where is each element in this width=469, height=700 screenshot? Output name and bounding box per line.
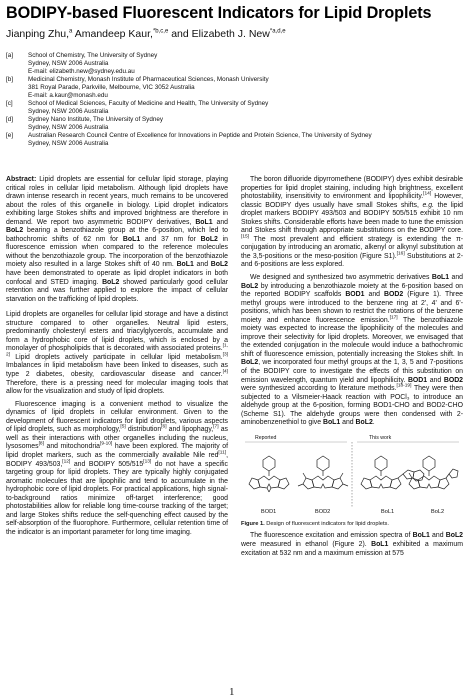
citation: [6] xyxy=(161,425,167,431)
affiliation-d xyxy=(6,116,464,132)
body-paragraph-design xyxy=(241,274,463,428)
body-text: They were then subjected to a Vilsmeier-Haack reaction with POCl₃ to introduce an aldehyde group at the 6-position, forming BOD1-CHO and BOD2-CHO (Scheme S1). The aldehyde groups were then condensed with 2-aminobenzenethiol to give xyxy=(241,385,463,427)
body-text: . xyxy=(372,419,375,427)
author-affil-marker: a xyxy=(69,28,73,35)
body-paragraph-bodipy xyxy=(241,176,463,270)
compound-name: BOD1 xyxy=(407,376,428,384)
abstract-text: showed particularly good cellular retention and was further applied to explore the impact of cellular starvation on the trafficking of lipid droplets. xyxy=(6,278,228,303)
body-paragraph-spectra xyxy=(241,532,463,558)
abstract-text: in fluorescence emission when compared to the reference molecules without the benzothiazole group. The incorporation of the benzothiazole moiety also resulted in a large Stokes shift of 40 nm. xyxy=(6,235,228,269)
compound-name: BoL2 xyxy=(241,359,259,367)
abstract-text: and xyxy=(212,218,228,226)
intro-paragraph-2 xyxy=(6,401,228,538)
compound-name: BoL2 xyxy=(445,532,464,540)
body-text: , we incorporated four methyl groups at the 1, 3, 5 and 7-positions of the BODIPY core to investigate the effects of this substitution on emission wavelength, quantum yield and lipophilicity. xyxy=(241,359,463,384)
compound-name: BoL2 xyxy=(210,261,228,269)
body-text: The fluorescence excitation and emission spectra of xyxy=(250,532,413,540)
compound-name: BOD1 xyxy=(345,291,365,299)
author-affil-marker: *a,d,e xyxy=(269,28,286,35)
compound-name: BoL1 xyxy=(195,218,213,226)
body-text: and xyxy=(429,532,446,540)
affiliations xyxy=(6,52,464,149)
citation: [18-19] xyxy=(396,383,412,389)
italic-text: e.g. xyxy=(422,201,434,209)
body-text: and xyxy=(340,419,356,427)
citation: [3] xyxy=(222,352,228,358)
citation: [12] xyxy=(62,459,71,465)
compound-name: BoL2 xyxy=(200,235,218,243)
author-line xyxy=(6,28,286,40)
compound-name: BoL1 xyxy=(431,274,450,282)
citation: [15] xyxy=(241,234,250,240)
body-text: Lipid droplets are organelles for cellular lipid storage and have a distinct structure compared to other organelles. Neutral lipid esters, predominantly cholesteryl esters and triacylglycerols, accumulate and form a hydrophobic core of lipid droplets, which is enclosed by a monolayer of phospholipids that is decorated with associated proteins. xyxy=(6,311,228,353)
affiliation-line: 381 Royal Parade, Parkville, Melbourne, VIC 3052 Australia xyxy=(28,83,195,91)
compound-name: BOD2 xyxy=(443,376,464,384)
affiliation-line: Sydney, NSW 2006 Australia xyxy=(28,123,109,131)
body-text: exhibited a maximum excitation at 532 nm and a maximum emission at 575 xyxy=(241,540,463,557)
affiliation-line: Sydney, NSW 2006 Australia xyxy=(28,140,109,148)
body-text: as well as their interactions with other organelles including the nucleus, lysosomes xyxy=(6,426,228,451)
affiliation-b xyxy=(6,76,464,99)
author-affil-marker: *b,c,e xyxy=(152,28,169,35)
compound-name: BOD2 xyxy=(384,291,404,299)
body-text: the lipid droplet markers BODIPY 493/503 and BODIPY 505/515 exhibit 10 nm Stokes shifts. Considerable efforts have been made to tune the emission and Stokes shift through appropriate substitutions on the BODIPY core. xyxy=(241,201,463,235)
compound-label-bod2: BOD2 xyxy=(315,508,331,515)
affiliation-line: Sydney, NSW 2006 Australia xyxy=(28,107,109,115)
body-text: We designed and synthesized two asymmetric derivatives xyxy=(250,274,432,282)
body-text: However, classic BODIPY dyes usually have small Stokes shifts, xyxy=(241,193,463,209)
citation: [9-10] xyxy=(100,442,113,448)
body-text: and xyxy=(449,274,463,282)
affiliation-tag: [b] xyxy=(6,75,14,83)
compound-label-bod1: BOD1 xyxy=(261,508,277,515)
affiliation-a xyxy=(6,52,464,75)
compound-name: BoL1 xyxy=(122,235,141,243)
abstract-text: bearing a benzothiazole group at the 6-position, which led to bathochromic shifts of 62 nm for xyxy=(6,227,228,243)
compound-name: BoL1 xyxy=(322,419,341,427)
affiliation-tag: [c] xyxy=(6,99,13,107)
citation: [13] xyxy=(143,459,152,465)
citation: [4] xyxy=(222,369,228,375)
affiliation-email: E-mail: elizabeth.new@sydney.edu.au xyxy=(28,67,135,75)
body-text: Therefore, there is a pressing need for molecular imaging tools that allow for the visualization and study of lipid droplets. xyxy=(6,379,228,396)
citation: [5] xyxy=(120,425,126,431)
body-text: and xyxy=(364,291,385,299)
affiliation-c xyxy=(6,100,464,116)
figure-1-structures xyxy=(241,434,463,518)
body-text: The benzothiazole moiety was expected to increase the lipophilicity of the molecules and improve their selectivity for lipid droplets. Moreover, we envisaged that the extended conjugation in the molecule would induce a bathochromic shift of fluorescence emission, potentially increasing the Stokes shift. In xyxy=(241,316,463,358)
citation: [17] xyxy=(389,315,398,321)
compound-name: BoL1 xyxy=(371,540,389,548)
right-column xyxy=(241,176,463,562)
body-text: were measured in ethanol (Figure 2). xyxy=(241,540,372,548)
abstract-label: Abstract: xyxy=(6,176,37,183)
body-text: and lipophagy, xyxy=(166,426,214,434)
body-text: The most prevalent and efficient strategy is extending the π-conjugation by introducing an aromatic, alkenyl or alkynyl substitution at the 3,5-positions or the meso-position (Figure S1). xyxy=(241,235,463,260)
author-name: Amandeep Kaur, xyxy=(72,28,153,40)
figure-1-caption xyxy=(241,520,463,529)
abstract-text: Lipid droplets are essential for cellular lipid storage, playing critical roles in cellular lipid metabolism. Although lipid droplets have drawn intense research in recent years, much remains to be uncovered about the roles of this organelle in biology. Lipid droplet indicators exhibiting large Stokes shifts and improved brightness are therefore in demand. We report two asymmetric BODIPY derivatives, xyxy=(6,176,228,226)
compound-name: BoL1 xyxy=(176,261,194,269)
body-text: do not have a specific targeting group for lipid droplets. They are typically highly conjugated aromatic molecules that are lipophilic and tend to accumulate in the hydrophobic core of lipid droplets. For practical applications, high signal-to-background ratios minimize off-target interference; good photostabilities allow for reliable long time-course tracking of the target; and large Stokes shifts reduce the self-quenching effect caused by the self-absorption of the fluorophore. Furthermore, cellular retention time of the indicator is an important parameter for long time imaging. xyxy=(6,460,228,536)
citation: [14] xyxy=(423,191,432,197)
body-text: and BODIPY 505/515 xyxy=(70,460,144,468)
figure-this-work-label: This work xyxy=(369,434,392,441)
body-text: The boron difluoride dipyrromethene (BODIPY) dyes exhibit desirable properties for lipid droplet staining, including high brightness, excellent photostability, insensitivity to environment and lipophilicity. xyxy=(241,176,463,201)
caption-label: Figure 1. xyxy=(241,520,265,527)
citation: [8] xyxy=(38,442,44,448)
body-text: Fluorescence imaging is a convenient method to visualize the dynamics of lipid droplets in cellular environment. Given to the development of fluorescent indicators for lipid droplets, various aspects of lipid droplets, such as morphology, xyxy=(6,400,228,434)
body-text: Substitutions at 2- and 6-positions are less explored. xyxy=(241,252,463,269)
compound-name: BoL2 xyxy=(355,419,373,427)
compound-label-bol1: BoL1 xyxy=(381,508,395,515)
chemical-structures-graphic xyxy=(241,434,463,518)
author-name: and Elizabeth J. New xyxy=(168,28,270,40)
body-text: have been explored. The majority of lipid droplet markers, such as the commercially available Nile red xyxy=(6,443,228,459)
left-column xyxy=(6,176,228,541)
citation: [16] xyxy=(396,251,405,257)
affiliation-line: School of Chemistry, The University of Sydney xyxy=(28,52,158,59)
affiliation-e xyxy=(6,132,464,148)
compound-name: BoL2 xyxy=(241,282,259,290)
affiliation-tag: [a] xyxy=(6,52,14,59)
body-text: Lipid droplets actively participate in cellular lipid metabolism. xyxy=(10,353,223,361)
affiliation-line: Sydney Nano Institute, The University of Sydney xyxy=(28,116,163,124)
affiliation-line: Sydney, NSW 2006 Australia xyxy=(28,59,109,67)
figure-reported-label: Reported xyxy=(255,434,277,441)
body-text: and xyxy=(427,376,444,384)
page-number: 1 xyxy=(229,686,235,698)
citation: [11] xyxy=(218,450,227,456)
compound-name: BoL1 xyxy=(412,532,430,540)
intro-paragraph-1 xyxy=(6,311,228,396)
affiliation-tag: [d] xyxy=(6,116,14,124)
affiliation-tag: [e] xyxy=(6,132,14,140)
body-text: (Figure 1). Three methyl groups were introduced to the benzene ring at 2', 4' and 6'-positions, which has been shown to restrict the rotations of the benzene moiety and enhance fluorescence emission. xyxy=(241,291,463,324)
affiliation-line: School of Medical Sciences, Faculty of Medicine and Health, The University of Sydney xyxy=(28,99,269,107)
abstract-text: and xyxy=(193,261,211,269)
body-text: and mitochondria xyxy=(43,443,101,451)
citation: [7] xyxy=(213,425,219,431)
citation: [1, 2] xyxy=(6,344,228,358)
body-text: were synthesized according to literature methods. xyxy=(241,385,397,393)
body-text: Imbalances in lipid metabolism have been linked to diseases, such as type 2 diabetes, obesity, cardiovascular disease and cancer. xyxy=(6,362,228,379)
affiliation-line: Australian Research Council Centre of Excellence for Innovations in Peptide and Protein Science, The University of Sydney xyxy=(28,132,372,140)
compound-name: BoL2 xyxy=(102,278,120,286)
compound-label-bol2: BoL2 xyxy=(431,508,445,515)
body-text: distribution xyxy=(125,426,162,434)
abstract-text: and 37 nm for xyxy=(140,235,201,243)
caption-text: Design of fluorescent indicators for lipid droplets. xyxy=(264,520,389,527)
body-text: , BODIPY 493/503, xyxy=(6,451,228,468)
paper-title: BODIPY-based Fluorescent Indicators for Lipid Droplets xyxy=(6,4,432,22)
body-text: by introducing a benzothiazole moiety at the 6-position based on the reported BODIPY scaffolds xyxy=(241,282,463,299)
author-name: Jianping Zhu, xyxy=(6,28,70,40)
compound-name: BoL2 xyxy=(6,227,24,235)
abstract xyxy=(6,176,228,304)
abstract-text: have been demonstrated to operate as lipid droplet indicators in both confocal and STED imaging. xyxy=(6,270,228,286)
affiliation-email: E-mail: a.kaur@monash.edu xyxy=(28,91,108,99)
affiliation-line: Medicinal Chemistry, Monash Institute of Pharmaceutical Sciences, Monash University xyxy=(28,75,269,83)
